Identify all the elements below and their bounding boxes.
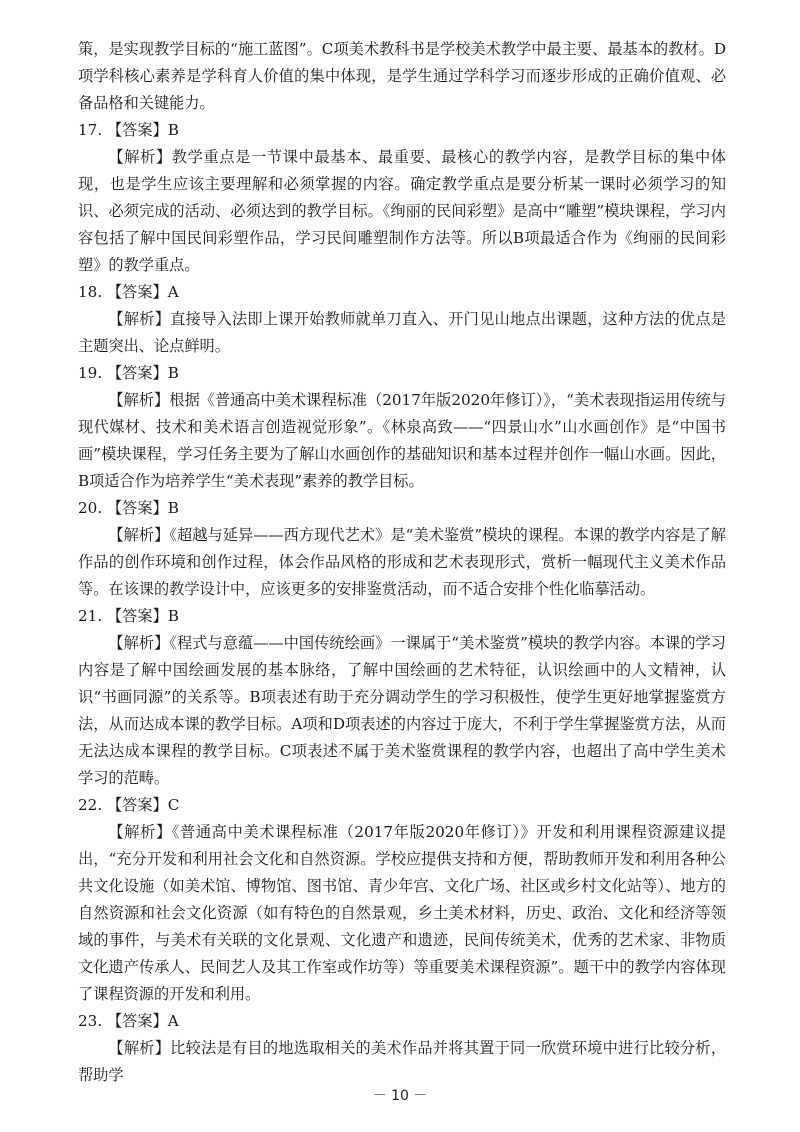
- analysis-paragraph: 【解析】《程式与意蕴——中国传统绘画》一课属于“美术鉴赏”模块的教学内容。本课的学习内容是了解中国绘画发展的基本脉络，了解中国绘画的艺术特征，认识绘画中的人文精神，认识“书画同源”的关系等。B项表述有助于充分调动学生的学习积极性，使学生更好地掌握鉴赏方法，从而达成本课的教学目标。A项和D项表述的内容过于庞大，不利于学生掌握鉴赏方法，从而无法达成本课程的教学目标。C项表述不属于美术鉴赏课程的教学内容，也超出了高中学生美术学习的范畴。: [78, 634, 726, 787]
- answer-label: 19. 【答案】B: [78, 364, 179, 382]
- analysis-paragraph: 【解析】直接导入法即上课开始教师就单刀直入、开门见山地点出课题，这种方法的优点是主题突出、论点鲜明。: [78, 310, 726, 355]
- answer-label: 23. 【答案】A: [78, 1012, 179, 1030]
- answer-item-22: [78, 792, 726, 1008]
- answer-item-21: [78, 603, 726, 792]
- answer-item-19: [78, 360, 726, 495]
- answer-label: 17. 【答案】B: [78, 121, 179, 139]
- answer-label: 22. 【答案】C: [78, 796, 180, 814]
- analysis-paragraph: 【解析】比较法是有目的地选取相关的美术作品并将其置于同一欣赏环境中进行比较分析，帮助学: [78, 1039, 726, 1084]
- answer-item-23: [78, 1008, 726, 1089]
- analysis-paragraph: 【解析】《超越与延异——西方现代艺术》是“美术鉴赏”模块的课程。本课的教学内容是了解作品的创作环境和创作过程，体会作品风格的形成和艺术表现形式，赏析一幅现代主义美术作品等。在该课的教学设计中，应该更多的安排鉴赏活动，而不适合安排个性化临摹活动。: [78, 526, 726, 598]
- analysis-paragraph: 【解析】教学重点是一节课中最基本、最重要、最核心的教学内容，是教学目标的集中体现，也是学生应该主要理解和必须掌握的内容。确定教学重点是要分析某一课时必须学习的知识、必须完成的活动、必须达到的教学目标。《绚丽的民间彩塑》是高中“雕塑”模块课程，学习内容包括了解中国民间彩塑作品，学习民间雕塑制作方法等。所以B项最适合作为《绚丽的民间彩塑》的教学重点。: [78, 148, 726, 274]
- answer-item-20: [78, 495, 726, 603]
- document-body: [78, 36, 726, 1089]
- answer-label: 20. 【答案】B: [78, 499, 179, 517]
- analysis-paragraph: 【解析】《普通高中美术课程标准（2017年版2020年修订）》开发和利用课程资源建议提出，“充分开发和利用社会文化和自然资源。学校应提供支持和方便，帮助教师开发和利用各种公共文化设施（如美术馆、博物馆、图书馆、青少年宫、文化广场、社区或乡村文化站等）、地方的自然资源和社会文化资源（如有特色的自然景观，乡土美术材料，历史、政治、文化和经济等领域的事件，与美术有关联的文化景观、文化遗产和遗迹，民间传统美术，优秀的艺术家、非物质文化遗产传承人、民间艺人及其工作室或作坊等）等重要美术课程资源”。题干中的教学内容体现了课程资源的开发和利用。: [78, 823, 726, 1003]
- answer-item-17: [78, 117, 726, 279]
- answer-label: 21. 【答案】B: [78, 607, 179, 625]
- intro-paragraph: 策，是实现教学目标的“施工蓝图”。C项美术教科书是学校美术教学中最主要、最基本的教材。D项学科核心素养是学科育人价值的集中体现，是学生通过学科学习而逐步形成的正确价值观、必备品格和关键能力。: [78, 40, 726, 112]
- page-number: － 10 －: [372, 1088, 428, 1104]
- analysis-paragraph: 【解析】根据《普通高中美术课程标准（2017年版2020年修订）》，“美术表现指运用传统与现代媒材、技术和美术语言创造视觉形象”。《林泉高致——“四景山水”山水画创作》是“中国书画”模块课程，学习任务主要为了解山水画创作的基础知识和基本过程并创作一幅山水画。因此，B项适合作为培养学生“美术表现”素养的教学目标。: [78, 391, 726, 490]
- answer-item-18: [78, 279, 726, 360]
- answer-label: 18. 【答案】A: [78, 283, 179, 301]
